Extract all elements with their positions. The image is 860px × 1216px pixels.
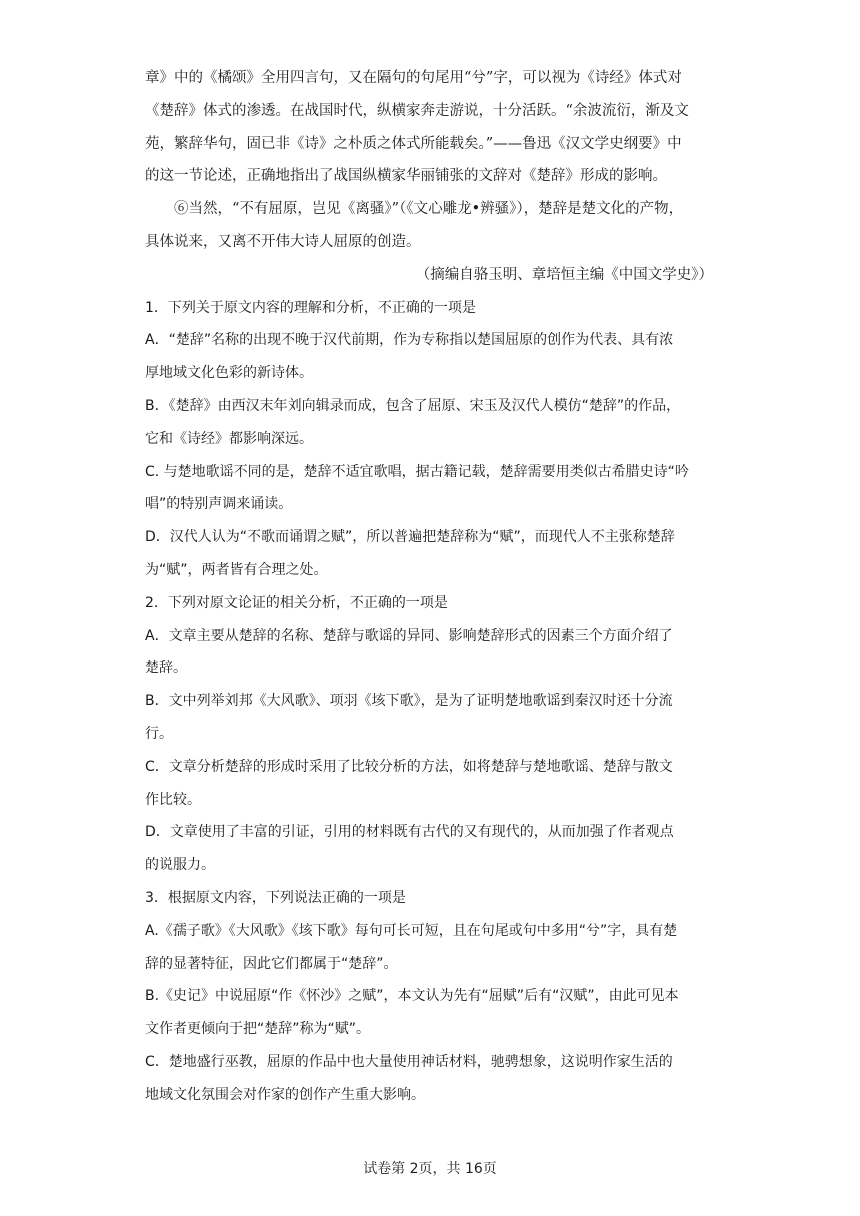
option-c-cont[interactable]: 地域文化氛围会对作家的创作产生重大影响。 — [145, 1086, 425, 1103]
paragraph-line: 具体说来，又离不开伟大诗人屈原的创造。 — [145, 233, 421, 250]
option-c[interactable]: C．楚地盛行巫教，屈原的作品中也大量使用神话材料，驰骋想象，这说明作家生活的 — [145, 1053, 673, 1070]
option-c-cont[interactable]: 唱”的特别声调来诵读。 — [145, 496, 293, 513]
option-d[interactable]: D．文章使用了丰富的引证，引用的材料既有古代的又有现代的，从而加强了作者观点 — [145, 824, 674, 841]
option-d-cont[interactable]: 的说服力。 — [145, 857, 215, 874]
passage-line: 《楚辞》体式的渗透。在战国时代，纵横家奔走游说，十分活跃。“余波流衍，渐及文 — [145, 102, 689, 119]
option-b-cont[interactable]: 文作者更倾向于把“楚辞”称为“赋”。 — [145, 1021, 371, 1038]
question-2 — [145, 587, 717, 882]
passage-line: 苑，繁辞华句，固已非《诗》之朴质之体式所能载矣。”——鲁迅《汉文学史纲要》中 — [145, 135, 682, 152]
paragraph-line: ⑥当然，“不有屈原，岂见《离骚》”（《文心雕龙•辨骚》），楚辞是楚文化的产物， — [174, 201, 684, 218]
question-stem: 2．下列对原文论证的相关分析，不正确的一项是 — [145, 594, 448, 611]
passage-line: 的这一节论述，正确地指出了战国纵横家华丽铺张的文辞对《楚辞》形成的影响。 — [145, 168, 667, 185]
question-1 — [145, 292, 717, 587]
option-c[interactable]: C. 与楚地歌谣不同的是，楚辞不适宜歌唱，据古籍记载，楚辞需要用类似古希腊史诗“吟 — [145, 463, 689, 480]
option-a-cont[interactable]: 辞的显著特征，因此它们都属于“楚辞”。 — [145, 955, 398, 972]
option-a-cont[interactable]: 楚辞。 — [145, 660, 187, 677]
option-a-cont[interactable]: 厚地域文化色彩的新诗体。 — [145, 365, 313, 382]
option-d-cont[interactable]: 为“赋”，两者皆有合理之处。 — [145, 561, 328, 578]
option-c-cont[interactable]: 作比较。 — [145, 791, 201, 808]
option-a[interactable]: A.《孺子歌》《大风歌》《垓下歌》每句可长可短，且在句尾或句中多用“兮”字，具有楚 — [145, 922, 678, 939]
passage-continuation — [145, 62, 717, 193]
option-b[interactable]: B.《史记》中说屈原“作《怀沙》之赋”，本文认为先有“屈赋”后有“汉赋”，由此可见本 — [145, 988, 679, 1005]
option-a[interactable]: A．“楚辞”名称的出现不晚于汉代前期，作为专称指以楚国屈原的创作为代表、具有浓 — [145, 332, 674, 349]
paragraph-6 — [145, 193, 717, 259]
page-content — [145, 62, 717, 1112]
passage-line: 章》中的《橘颂》全用四言句，又在隔句的句尾用“兮”字，可以视为《诗经》体式对 — [145, 70, 682, 86]
option-b-cont[interactable]: 行。 — [145, 725, 173, 742]
option-b[interactable]: B．《楚辞》由西汉末年刘向辑录而成，包含了屈原、宋玉及汉代人模仿“楚辞”的作品， — [145, 397, 681, 414]
option-d[interactable]: D．汉代人认为“不歌而诵谓之赋”，所以普遍把楚辞称为“赋”，而现代人不主张称楚辞 — [145, 529, 675, 546]
question-stem: 1．下列关于原文内容的理解和分析，不正确的一项是 — [145, 299, 476, 316]
option-c[interactable]: C．文章分析楚辞的形成时采用了比较分析的方法，如将楚辞与楚地歌谣、楚辞与散文 — [145, 758, 673, 775]
option-b-cont[interactable]: 它和《诗经》都影响深远。 — [145, 430, 313, 447]
question-3 — [145, 882, 717, 1112]
option-b[interactable]: B．文中列举刘邦《大风歌》、项羽《垓下歌》，是为了证明楚地歌谣到秦汉时还十分流 — [145, 693, 673, 710]
option-a[interactable]: A．文章主要从楚辞的名称、楚辞与歌谣的异同、影响楚辞形式的因素三个方面介绍了 — [145, 627, 673, 644]
question-stem: 3．根据原文内容，下列说法正确的一项是 — [145, 889, 406, 906]
source-citation: （摘编自骆玉明、章培恒主编《中国文学史》） — [415, 266, 713, 283]
page-footer: 试卷第 2页，共 16页 — [363, 1161, 497, 1177]
